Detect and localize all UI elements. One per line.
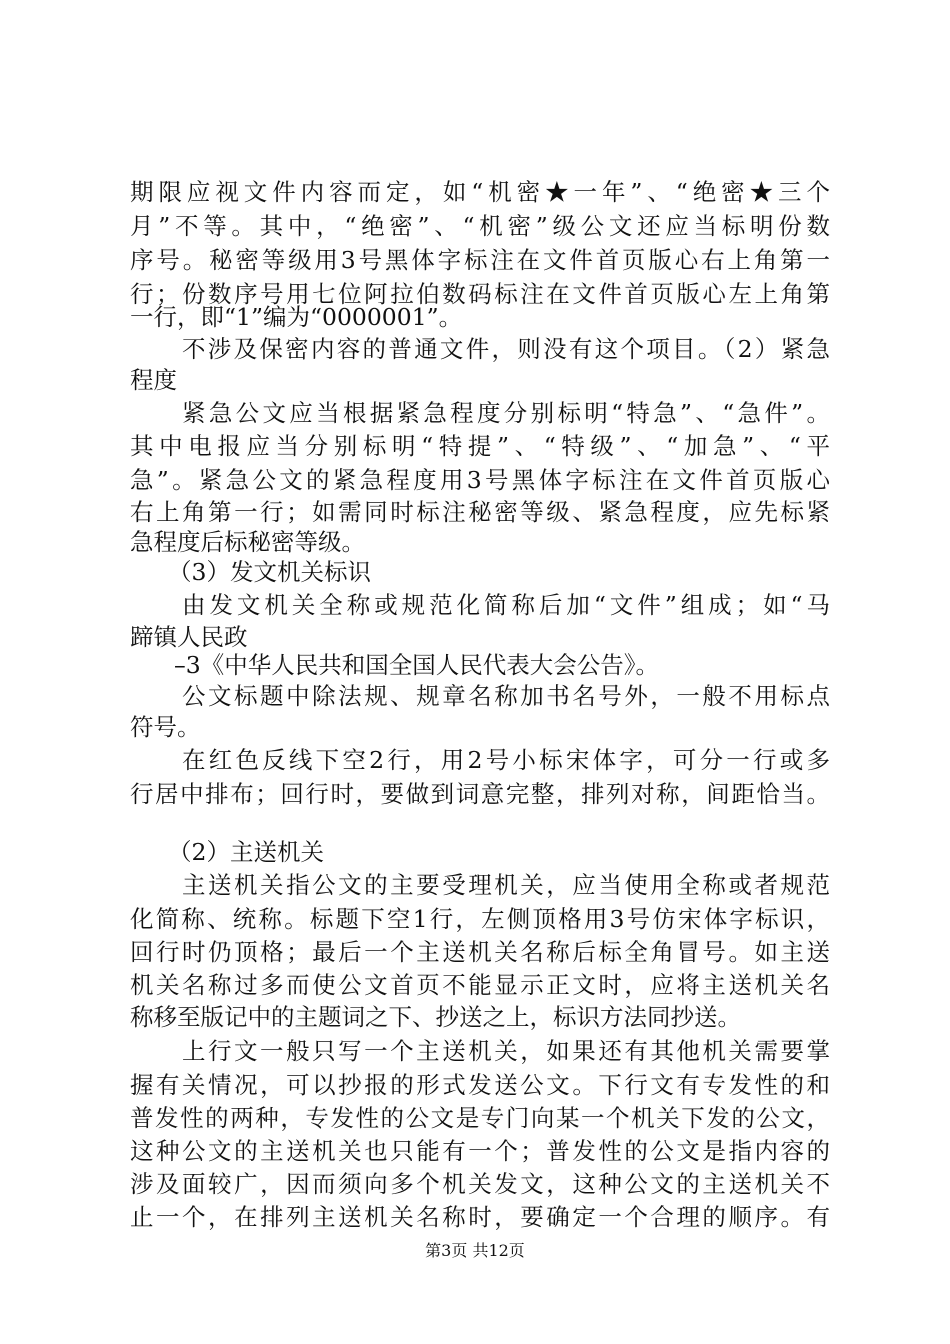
body-line: 主送机关指公文的主要受理机关，应当使用全称或者规范 — [182, 871, 830, 899]
body-line: 月”不等。其中，“绝密”、“机密”级公文还应当标明份数 — [130, 212, 830, 240]
body-line: 行居中排布；回行时，要做到词意完整，排列对称，间距恰当。 — [130, 780, 830, 808]
body-line: 一行，即“1”编为“0000001”。 — [130, 303, 463, 331]
page-number: 第3页 共12页 — [425, 1241, 525, 1260]
body-line: 其中电报应当分别标明“特提”、“特级”、“加急”、“平 — [130, 432, 830, 460]
body-line: 机关名称过多而使公文首页不能显示正文时，应将主送机关名 — [130, 971, 830, 999]
body-line: 期限应视文件内容而定，如“机密★一年”、“绝密★三个 — [130, 178, 830, 206]
body-line: 普发性的两种，专发性的公文是专门向某一个机关下发的公文， — [130, 1104, 830, 1132]
body-line: 序号。秘密等级用3号黑体字标注在文件首页版心右上角第一 — [130, 246, 830, 274]
body-line: 行；份数序号用七位阿拉伯数码标注在文件首页版心左上角第 — [130, 280, 830, 308]
body-line: 由发文机关全称或规范化简称后加“文件”组成；如“马 — [182, 591, 830, 619]
body-line: –3《中华人民共和国全国人民代表大会公告》。 — [174, 651, 659, 679]
body-line: 右上角第一行；如需同时标注秘密等级、紧急程度，应先标紧 — [130, 498, 830, 526]
body-line: 握有关情况，可以抄报的形式发送公文。下行文有专发性的和 — [130, 1071, 830, 1099]
body-line: 急程度后标秘密等级。 — [130, 528, 365, 556]
body-line: 程度 — [130, 366, 177, 394]
body-line: 在红色反线下空2行，用2号小标宋体字，可分一行或多 — [182, 746, 830, 774]
section-heading: （3）发文机关标识 — [168, 558, 371, 586]
section-heading: （2）主送机关 — [168, 838, 324, 866]
body-line: 紧急公文应当根据紧急程度分别标明“特急”、“急件”。 — [182, 399, 830, 427]
body-line: 不涉及保密内容的普通文件，则没有这个项目。（2）紧急 — [182, 335, 830, 363]
body-line: 蹄镇人民政 — [130, 623, 248, 651]
body-line: 回行时仍顶格；最后一个主送机关名称后标全角冒号。如主送 — [130, 938, 830, 966]
body-line: 止一个，在排列主送机关名称时，要确定一个合理的顺序。有 — [130, 1203, 830, 1231]
body-line: 上行文一般只写一个主送机关，如果还有其他机关需要掌 — [182, 1037, 830, 1065]
body-line: 符号。 — [130, 713, 201, 741]
body-line: 涉及面较广，因而须向多个机关发文，这种公文的主送机关不 — [130, 1170, 830, 1198]
body-line: 公文标题中除法规、规章名称加书名号外，一般不用标点 — [182, 682, 830, 710]
body-line: 化简称、统称。标题下空1行，左侧顶格用3号仿宋体字标识， — [130, 905, 830, 933]
body-line: 这种公文的主送机关也只能有一个；普发性的公文是指内容的 — [130, 1137, 830, 1165]
body-line: 称移至版记中的主题词之下、抄送之上，标识方法同抄送。 — [130, 1003, 741, 1031]
body-line: 急”。紧急公文的紧急程度用3号黑体字标注在文件首页版心 — [130, 466, 830, 494]
